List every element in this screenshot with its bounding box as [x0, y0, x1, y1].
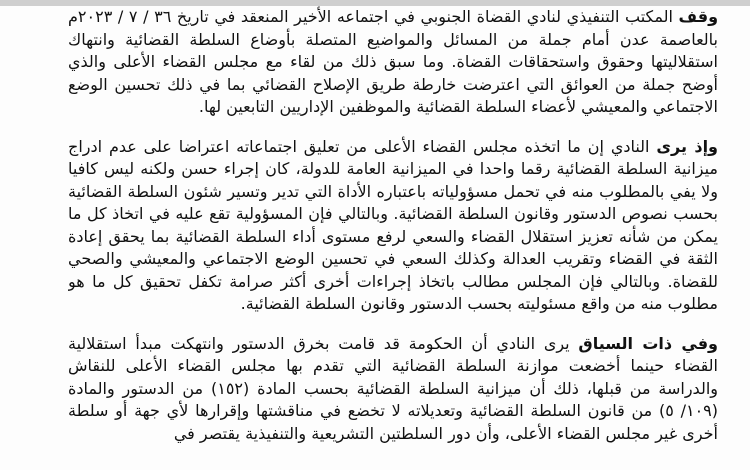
paragraph-2-lead: وإذ يرى [656, 136, 718, 156]
paragraph-1-lead: وقف [678, 7, 718, 26]
paragraph-3 [68, 333, 718, 446]
paragraph-3-text: يرى النادي أن الحكومة قد قامت بخرق الدستور وانتهكت مبدأ استقلالية القضاء حينما أخضعت موازنة السلطة القضائية التي تقدم بها مجلس القضاء الأعلى للنقاش والدراسة من قبلها، ذلك أن ميزانية السلطة القضائية بحسب المادة (١٥٢) من الدستور والمادة (١٠٩/ ٥) من قانون السلطة القضائية وتعديلاته لا تخضع في مناقشتها وإقرارها لأي جهة أو سلطة أخرى غير مجلس القضاء الأعلى، وأن دور السلطتين التشريعية والتنفيذية يقتصر في [68, 333, 718, 443]
paragraph-1 [68, 6, 718, 119]
document-body [68, 6, 718, 470]
paragraph-2 [68, 136, 718, 316]
paragraph-1-text: المكتب التنفيذي لنادي القضاة الجنوبي في اجتماعه الأخير المنعقد في تاريخ ٣٦ / ٧ / ٢٠٢٣م بالعاصمة عدن أمام جملة من المسائل والمواضيع المتصلة بأوضاع السلطة القضائية وانتهاك استقلاليتها وحقوق واستحقاقات القضاة. وما سبق ذلك من لقاء مع مجلس القضاء الأعلى والذي أوضح جملة من العوائق التي اعترضت خارطة طريق الإصلاح القضائي بما في ذلك تحسين الوضع الاجتماعي والمعيشي لأعضاء السلطة القضائية والموظفين الإداريين التابعين لها. [68, 7, 718, 116]
paragraph-3-lead: وفي ذات السياق [578, 333, 718, 353]
paragraph-2-text: النادي إن ما اتخذه مجلس القضاء الأعلى من تعليق اجتماعاته اعتراضا على عدم ادراج ميزانية السلطة القضائية رقما واحدا في الميزانية العامة للدولة، كان إجراء حسن ولكنه ليس كافيا ولا يفي بالمطلوب منه في تحمل مسؤولياته باعتباره الأداة التي تدير وتسير شئون السلطة القضائية بحسب نصوص الدستور وقانون السلطة القضائية. وبالتالي فإن المسؤولية تقع عليه في اتخاذ كل ما يمكن من شأنه تعزيز استقلال القضاء والسعي لرفع مستوى أداء السلطة القضائية بما يحقق إعادة الثقة في القضاء وتقريب العدالة وكذلك السعي في تحسين الوضع الاجتماعي والمعيشي والصحي للقضاة. وبالتالي فإن المجلس مطالب باتخاذ إجراءات أخرى أكثر صرامة تكفل تحقيق كل ما هو مطلوب منه من واقع مسئوليته بحسب الدستور وقانون السلطة القضائية. [68, 136, 718, 313]
